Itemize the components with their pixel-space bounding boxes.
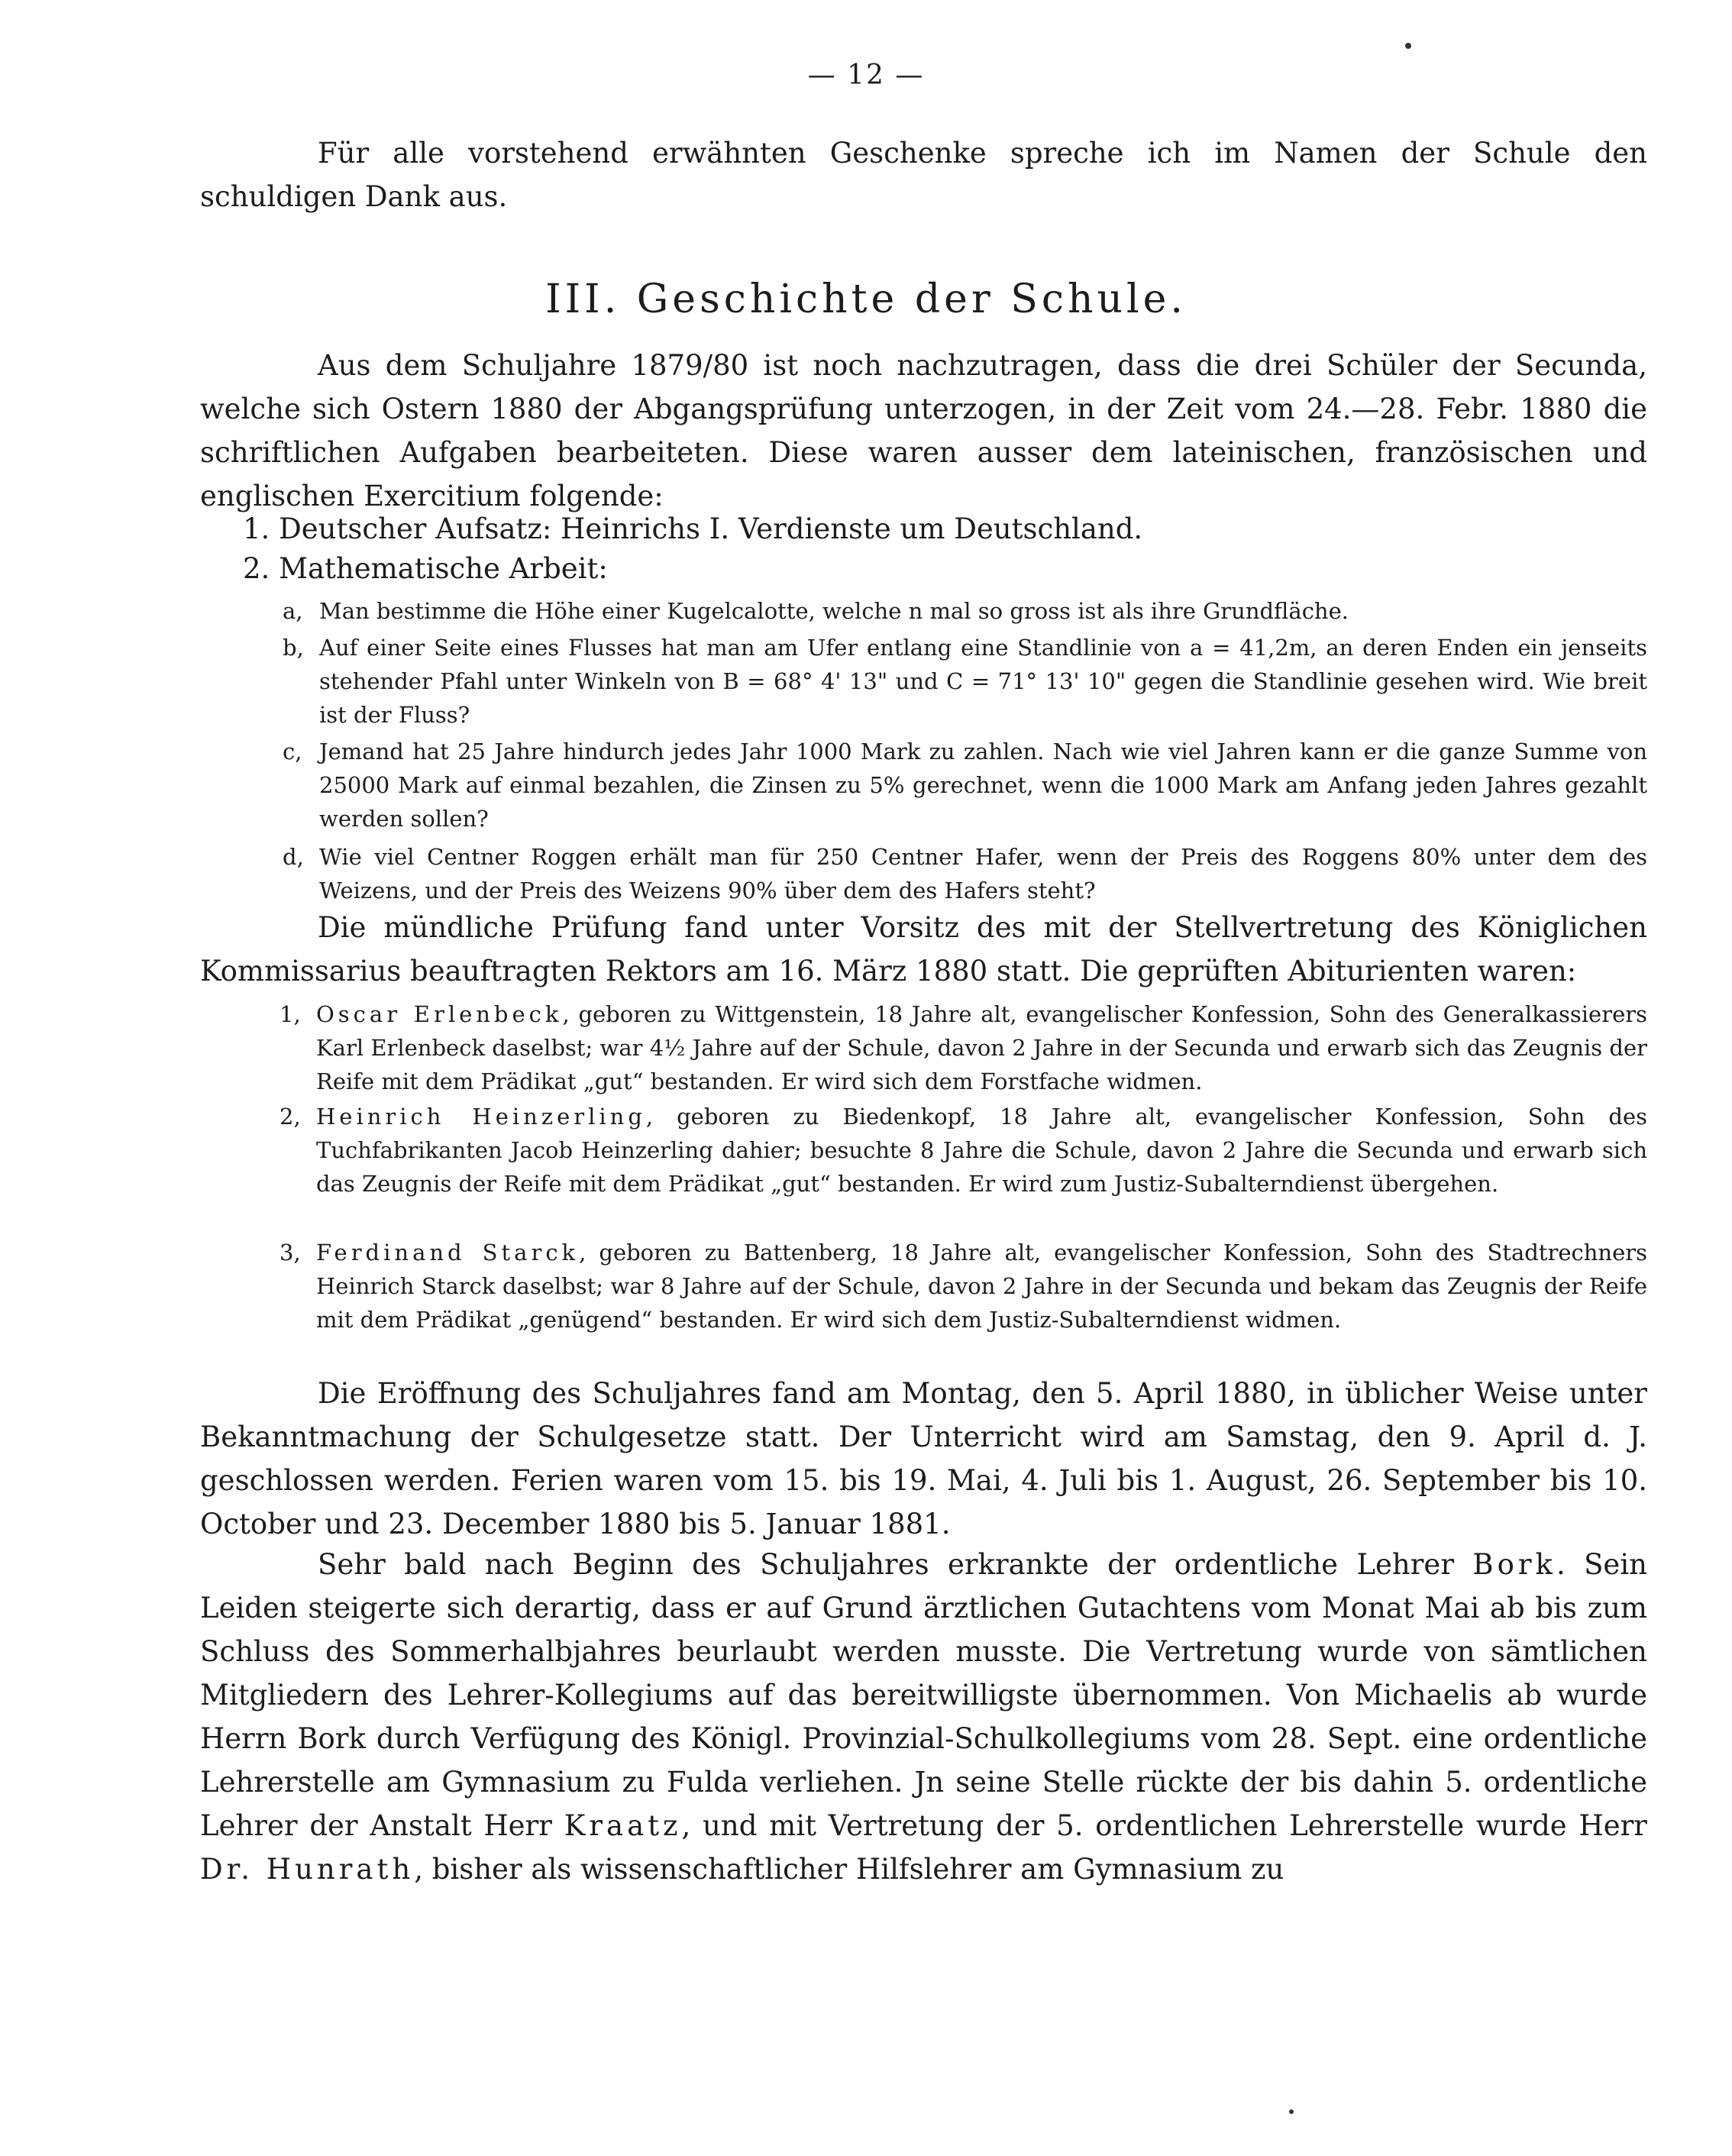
speck-mark bbox=[1289, 2109, 1294, 2114]
candidate-1 bbox=[280, 997, 1647, 1098]
candidate-name: Heinrich Heinzerling bbox=[316, 1104, 646, 1130]
problem-text: Auf einer Seite eines Flusses hat man am Ufer entlang eine Standlinie von a = 41,2m, an deren Enden ein jenseits stehender Pfahl unter Winkeln von B = 68° 4' 13" und C = 71° 13' 10" gegen die Standlinie gesehen wird. Wie breit ist der Fluss? bbox=[319, 635, 1647, 728]
task-item-1 bbox=[243, 510, 1142, 548]
math-problem-b bbox=[283, 631, 1647, 732]
candidate-text: , geboren zu Wittgenstein, 18 Jahre alt, evangelischer Konfession, Sohn des Generalkassierers Karl Erlenbeck daselbst; war 4½ Jahre auf der Schule, davon 2 Jahre in der Secunda und erwarb sich das Zeugnis der Reife mit dem Prädikat „gut“ bestanden. Er wird sich dem Forstfache widmen. bbox=[316, 1001, 1647, 1094]
section-heading: III. Geschichte der Schule. bbox=[545, 276, 1187, 322]
text-run: , und mit Vertretung der 5. ordentlichen Lehrerstelle wurde Herr bbox=[681, 1809, 1647, 1842]
paragraph-exam-written: Aus dem Schuljahre 1879/80 ist noch nachzutragen, dass die drei Schüler der Secunda, welche sich Ostern 1880 der Abgangsprüfung unterzogen, in der Zeit vom 24.—28. Febr. 1880 die schriftlichen Aufgaben bearbeiteten. Diese waren ausser dem lateinischen, französischen und englischen Exercitium folgende: bbox=[200, 349, 1647, 512]
task-label: 2. bbox=[243, 552, 270, 585]
math-problem-c bbox=[283, 735, 1647, 836]
paragraph-oral-exam: Die mündliche Prüfung fand unter Vorsitz des mit der Stellvertretung des Königlichen Kommissarius beauftragten Rektors am 16. März 1880 statt. Die geprüften Abiturienten waren: bbox=[200, 911, 1647, 987]
task-label: 1. bbox=[243, 512, 270, 545]
speck-mark bbox=[1405, 43, 1411, 49]
task-item-2 bbox=[243, 550, 608, 588]
para3-block bbox=[200, 1372, 1647, 1546]
problem-label: b, bbox=[283, 635, 304, 661]
candidate-name: Oscar Erlenbeck bbox=[316, 1001, 563, 1027]
para2-block bbox=[200, 906, 1647, 993]
name-hunrath: Dr. Hunrath bbox=[200, 1853, 415, 1886]
candidate-text: , geboren zu Biedenkopf, 18 Jahre alt, evangelischer Konfession, Sohn des Tuchfabrikanten Jacob Heinzerling dahier; besuchte 8 Jahre die Schule, davon 2 Jahre die Secunda und erwarb sich das Zeugnis der Reife mit dem Prädikat „gut“ bestanden. Er wird zum Justiz-Subalterndienst übergehen. bbox=[316, 1104, 1647, 1197]
candidate-label: 3, bbox=[280, 1240, 301, 1265]
candidate-label: 2, bbox=[280, 1104, 301, 1130]
candidate-label: 1, bbox=[280, 1001, 301, 1027]
paragraph-staff-changes bbox=[200, 1543, 1647, 1891]
para1-block bbox=[200, 344, 1647, 518]
math-problem-a bbox=[283, 594, 1647, 628]
problem-text: Wie viel Centner Roggen erhält man für 250 Centner Hafer, wenn der Preis des Roggens 80% unter dem des Weizens, und der Preis des Weizens 90% über dem des Hafers steht? bbox=[319, 844, 1647, 903]
name-kraatz: Kraatz bbox=[564, 1809, 682, 1842]
intro-paragraph: Für alle vorstehend erwähnten Geschenke spreche ich im Namen der Schule den schuldigen Dank aus. bbox=[200, 137, 1647, 213]
task-text: Deutscher Aufsatz: Heinrichs I. Verdienste um Deutschland. bbox=[279, 512, 1143, 545]
page-number: — 12 — bbox=[807, 60, 925, 91]
text-run: . Sein Leiden steigerte sich derartig, dass er auf Grund ärztlichen Gutachtens vom Monat Mai ab bis zum Schluss des Sommerhalbjahres beurlaubt werden musste. Die Vertretung wurde von sämtlichen Mitgliedern des Lehrer-Kollegiums auf das bereitwilligste übernommen. Von Michaelis ab wurde Herrn Bork durch Verfügung des Königl. Provinzial-Schulkollegiums vom 28. Sept. eine ordentliche Lehrerstelle am Gymnasium zu Fulda verliehen. Jn seine Stelle rückte der bis dahin 5. ordentliche Lehrer der Anstalt Herr bbox=[200, 1548, 1647, 1842]
math-problem-d bbox=[283, 840, 1647, 907]
name-bork: Bork bbox=[1472, 1548, 1556, 1581]
para4-block bbox=[200, 1543, 1647, 1891]
problem-label: c, bbox=[283, 739, 302, 764]
problem-text: Man bestimme die Höhe einer Kugelcalotte, welche n mal so gross ist als ihre Grundfläche. bbox=[319, 598, 1349, 624]
candidate-name: Ferdinand Starck bbox=[316, 1240, 580, 1265]
problem-label: a, bbox=[283, 598, 303, 624]
problem-text: Jemand hat 25 Jahre hindurch jedes Jahr 1000 Mark zu zahlen. Nach wie viel Jahren kann er die ganze Summe von 25000 Mark auf einmal bezahlen, die Zinsen zu 5% gerechnet, wenn die 1000 Mark am Anfang jeden Jahres gezahlt werden sollen? bbox=[319, 739, 1647, 832]
problem-label: d, bbox=[283, 844, 304, 870]
task-text: Mathematische Arbeit: bbox=[279, 552, 608, 585]
candidate-text: , geboren zu Battenberg, 18 Jahre alt, evangelischer Konfession, Sohn des Stadtrechners Heinrich Starck daselbst; war 8 Jahre auf der Schule, davon 2 Jahre in der Secunda und bekam das Zeugnis der Reife mit dem Prädikat „genügend“ bestanden. Er wird sich dem Justiz-Subalterndienst widmen. bbox=[316, 1240, 1647, 1333]
candidate-3 bbox=[280, 1236, 1647, 1337]
candidate-2 bbox=[280, 1100, 1647, 1201]
intro-block bbox=[200, 131, 1647, 218]
text-run: , bisher als wissenschaftlicher Hilfslehrer am Gymnasium zu bbox=[414, 1853, 1284, 1886]
paragraph-school-year: Die Eröffnung des Schuljahres fand am Montag, den 5. April 1880, in üblicher Weise unter Bekanntmachung der Schulgesetze statt. Der Unterricht wird am Samstag, den 9. April d. J. geschlossen werden. Ferien waren vom 15. bis 19. Mai, 4. Juli bis 1. August, 26. September bis 10. October und 23. December 1880 bis 5. Januar 1881. bbox=[200, 1377, 1647, 1540]
text-run: Sehr bald nach Beginn des Schuljahres erkrankte der ordentliche Lehrer bbox=[318, 1548, 1473, 1581]
